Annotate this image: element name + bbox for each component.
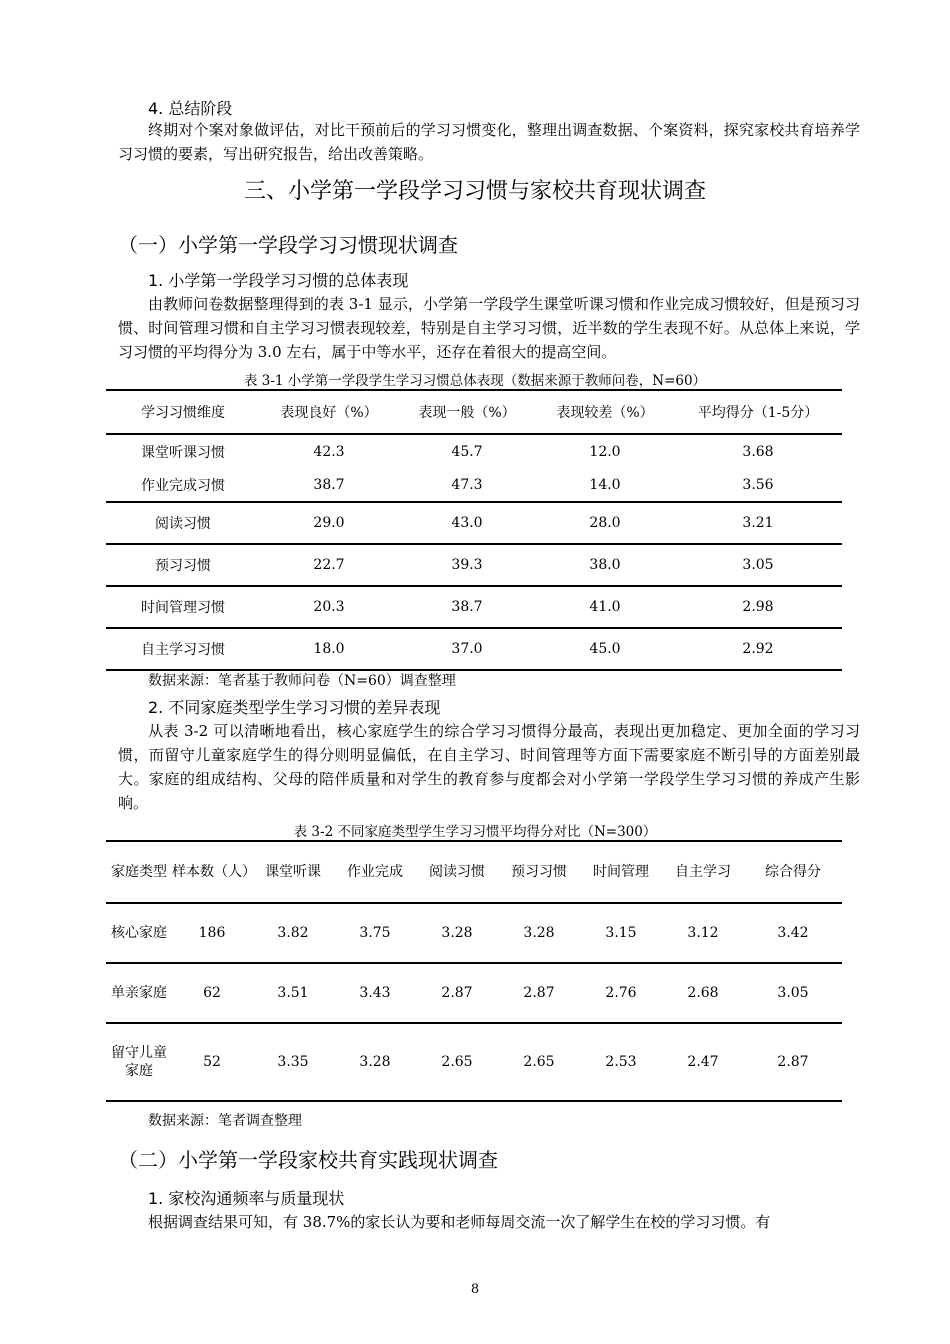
table-cell: 14.0 bbox=[589, 477, 621, 493]
table-cell: 3.05 bbox=[674, 544, 842, 586]
chapter-title: 三、小学第一学段学习习惯与家校共育现状调查 bbox=[243, 179, 706, 204]
table2-header-cell: 样本数（人） bbox=[172, 864, 256, 880]
part1-sub1-heading: 1. 小学第一学段学习习惯的总体表现 bbox=[148, 271, 409, 290]
table-row bbox=[106, 963, 842, 1023]
table-cell: 3.82 bbox=[252, 903, 334, 963]
table-cell: 3.21 bbox=[674, 502, 842, 544]
table-cell: 2.87 bbox=[744, 1023, 842, 1101]
table-cell: 单亲家庭 bbox=[106, 963, 172, 1023]
table-cell: 3.28 bbox=[498, 903, 580, 963]
table-cell: 38.0 bbox=[536, 544, 674, 586]
table-cell: 2.98 bbox=[674, 586, 842, 628]
table-cell: 12.0 bbox=[536, 434, 674, 469]
table-cell: 2.92 bbox=[674, 628, 842, 670]
table2-caption: 表 3-2 不同家庭类型学生学习习惯平均得分对比（N=300） bbox=[293, 824, 657, 840]
table-cell: 阅读习惯 bbox=[106, 502, 260, 544]
table-cell: 3.05 bbox=[744, 963, 842, 1023]
part2-sub1-heading: 1. 家校沟通频率与质量现状 bbox=[148, 1189, 345, 1208]
table-row bbox=[106, 502, 842, 544]
table-cell: 2.76 bbox=[580, 963, 662, 1023]
table-row bbox=[106, 628, 842, 670]
part2-sub1-paragraph: 根据调查结果可知，有 38.7%的家长认为要和老师每周交流一次了解学生在校的学习习惯。有 bbox=[148, 1213, 771, 1231]
table-cell: 18.0 bbox=[260, 628, 398, 670]
part1-sub2-paragraph: 从表 3-2 可以清晰地看出，核心家庭学生的综合学习习惯得分最高，表现出更加稳定、更加全面的学习习惯，而留守儿童家庭学生的得分则明显偏低，在自主学习、时间管理等方面下需要家庭不断引导的方面差别最大。家庭的组成结构、父母的陪伴质量和对学生的教育参与度都会对小学第一学段学生学习习惯的养成产生影响。 bbox=[118, 722, 860, 812]
table-cell: 45.0 bbox=[536, 628, 674, 670]
table-cell: 2.68 bbox=[662, 963, 744, 1023]
page-number: 8 bbox=[470, 1282, 480, 1297]
table-cell: 3.51 bbox=[252, 963, 334, 1023]
table2-header-cell: 家庭类型 bbox=[111, 864, 167, 880]
table-cell: 42.3 bbox=[260, 434, 398, 469]
table-cell: 自主学习习惯 bbox=[106, 628, 260, 670]
table-cell: 2.47 bbox=[662, 1023, 744, 1101]
table1-source: 数据来源：笔者基于教师问卷（N=60）调查整理 bbox=[148, 673, 456, 689]
table-cell: 41.0 bbox=[536, 586, 674, 628]
table-cell: 62 bbox=[172, 963, 252, 1023]
table1-header-cell: 平均得分（1-5分） bbox=[697, 405, 819, 421]
table-row bbox=[106, 903, 842, 963]
table1-header-cell: 表现一般（%） bbox=[418, 405, 516, 421]
table-cell: 186 bbox=[172, 903, 252, 963]
part1-title: （一）小学第一学段学习习惯现状调查 bbox=[118, 233, 458, 257]
table2-header-cell: 综合得分 bbox=[765, 864, 821, 880]
table-cell: 2.87 bbox=[416, 963, 498, 1023]
section4-heading: 4. 总结阶段 bbox=[148, 99, 233, 118]
table-cell: 3.15 bbox=[580, 903, 662, 963]
table-cell: 3.43 bbox=[334, 963, 416, 1023]
table-cell: 3.75 bbox=[334, 903, 416, 963]
table-cell: 20.3 bbox=[260, 586, 398, 628]
table-cell: 29.0 bbox=[260, 502, 398, 544]
table-row bbox=[106, 586, 842, 628]
table1-header-cell: 表现良好（%） bbox=[280, 405, 378, 421]
table2-source: 数据来源：笔者调查整理 bbox=[148, 1113, 302, 1129]
table2 bbox=[106, 840, 842, 1102]
table2-header-cell: 作业完成 bbox=[347, 864, 403, 880]
part1-sub2-heading: 2. 不同家庭类型学生学习习惯的差异表现 bbox=[148, 698, 441, 717]
table-cell: 3.42 bbox=[744, 903, 842, 963]
table-cell: 39.3 bbox=[398, 544, 536, 586]
table-cell: 52 bbox=[172, 1023, 252, 1101]
part1-sub1-paragraph: 由教师问卷数据整理得到的表 3-1 显示，小学第一学段学生课堂听课习惯和作业完成习惯较好，但是预习习惯、时间管理习惯和自主学习习惯表现较差，特别是自主学习习惯，近半数的学生表现不好。从总体上来说，学习习惯的平均得分为 3.0 左右，属于中等水平，还存在着很大的提高空间。 bbox=[118, 295, 860, 361]
table1 bbox=[106, 389, 842, 671]
table-cell: 43.0 bbox=[398, 502, 536, 544]
table-cell: 3.56 bbox=[742, 477, 774, 493]
table-cell: 3.28 bbox=[416, 903, 498, 963]
section4-paragraph: 终期对个案对象做评估，对比干预前后的学习习惯变化，整理出调查数据、个案资料，探究家校共育培养学习习惯的要素，写出研究报告，给出改善策略。 bbox=[118, 121, 860, 163]
table-cell: 45.7 bbox=[398, 434, 536, 469]
table-cell: 课堂听课习惯 bbox=[106, 434, 260, 469]
table-cell: 28.0 bbox=[536, 502, 674, 544]
table-cell: 3.68 bbox=[674, 434, 842, 469]
table-row bbox=[106, 469, 842, 502]
table-cell: 2.87 bbox=[498, 963, 580, 1023]
table-cell: 38.7 bbox=[398, 586, 536, 628]
part2-title: （二）小学第一学段家校共育实践现状调查 bbox=[118, 1148, 498, 1172]
table-cell: 3.12 bbox=[662, 903, 744, 963]
table-cell: 2.65 bbox=[498, 1023, 580, 1101]
table-cell: 作业完成习惯 bbox=[141, 478, 225, 494]
table2-header-cell: 时间管理 bbox=[593, 864, 649, 880]
table-row bbox=[106, 544, 842, 586]
table-cell: 留守儿童家庭 bbox=[106, 1023, 172, 1101]
table-cell: 22.7 bbox=[260, 544, 398, 586]
table-cell: 2.65 bbox=[416, 1023, 498, 1101]
table2-header-cell: 预习习惯 bbox=[511, 864, 567, 880]
table2-header-cell: 自主学习 bbox=[675, 864, 731, 880]
table2-header-row bbox=[106, 841, 842, 903]
table-cell: 核心家庭 bbox=[106, 903, 172, 963]
table-cell: 2.53 bbox=[580, 1023, 662, 1101]
table-cell: 37.0 bbox=[398, 628, 536, 670]
table-row bbox=[106, 1023, 842, 1101]
table1-header-cell: 表现较差（%） bbox=[556, 405, 654, 421]
table-cell: 47.3 bbox=[451, 477, 483, 493]
table2-header-cell: 阅读习惯 bbox=[429, 864, 485, 880]
table-cell: 3.35 bbox=[252, 1023, 334, 1101]
table-cell: 预习习惯 bbox=[106, 544, 260, 586]
table-cell: 3.28 bbox=[334, 1023, 416, 1101]
table-row bbox=[106, 434, 842, 469]
table1-header-row bbox=[106, 390, 842, 434]
table-cell: 时间管理习惯 bbox=[106, 586, 260, 628]
table-cell: 38.7 bbox=[313, 477, 345, 493]
table1-header-cell: 学习习惯维度 bbox=[141, 405, 225, 421]
table2-header-cell: 课堂听课 bbox=[265, 864, 321, 880]
table1-caption: 表 3-1 小学第一学段学生学习习惯总体表现（数据来源于教师问卷，N=60） bbox=[243, 373, 707, 389]
